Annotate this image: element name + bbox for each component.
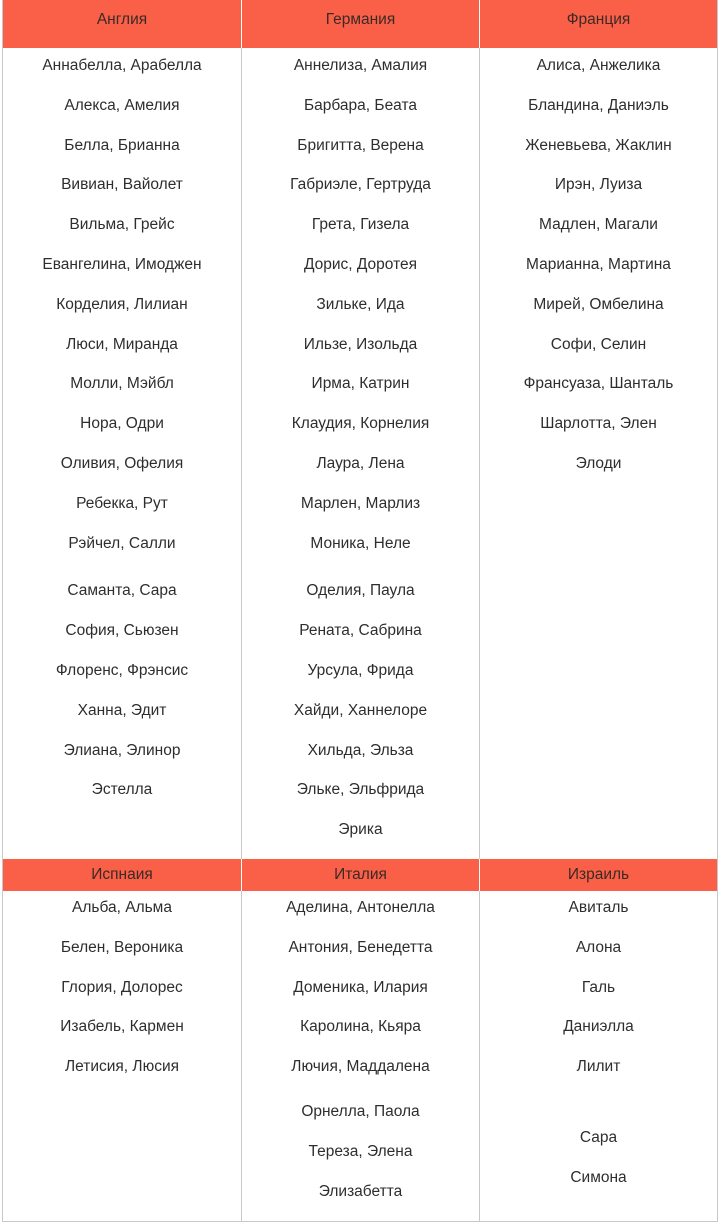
name-pair-item: Алона — [575, 938, 622, 956]
column-england — [3, 48, 241, 859]
name-pair-item: Марианна, Мартина — [526, 256, 671, 273]
name-pair-item: Урсула, Фрида — [307, 662, 414, 679]
column-spain — [3, 891, 241, 1221]
name-pair-item: Грета, Гизела — [311, 216, 410, 234]
name-pair-item: Франсуаза, Шанталь — [523, 375, 674, 393]
name-pair-item: Глория, Долорес — [61, 978, 183, 996]
name-pair-item: Хильда, Эльза — [307, 741, 414, 759]
name-pair-item: Оливия, Офелия — [60, 455, 184, 472]
name-pair-item: Ребекка, Рут — [76, 494, 168, 512]
column-italy — [241, 891, 479, 1221]
name-pair-item: Белла, Брианна — [64, 136, 180, 154]
name-pair-item: Дорис, Доротея — [303, 256, 418, 273]
name-pair-item: Женевьева, Жаклин — [525, 136, 672, 154]
name-pair-item: Рэйчел, Салли — [68, 534, 176, 552]
name-pair-item: Изабель, Кармен — [60, 1018, 184, 1036]
name-pair-item: Антония, Бенедетта — [288, 938, 433, 956]
header-spain: Испнаия — [91, 866, 153, 883]
name-pair-item: Эльке, Эльфрида — [296, 781, 425, 799]
body-row-1 — [3, 48, 717, 859]
name-pair-item: Эстелла — [91, 781, 153, 799]
name-pair-item: Мадлен, Магали — [539, 216, 658, 234]
header-germany: Германия — [241, 0, 479, 48]
column-france — [479, 48, 717, 859]
names-table — [2, 0, 718, 1222]
name-pair-item: Алиса, Анжелика — [536, 57, 661, 74]
name-pair-item: Молли, Мэйбл — [70, 375, 174, 393]
header-england: Англия — [96, 11, 148, 28]
body-row-2 — [3, 891, 717, 1221]
header-italy: Италия — [241, 859, 479, 891]
name-pair-item: Аннелиза, Амалия — [293, 57, 428, 74]
name-pair-item: Мирей, Омбелина — [533, 295, 664, 313]
column-germany — [241, 48, 479, 859]
name-pair-item: Летисия, Люсия — [64, 1058, 180, 1076]
name-pair-item: Бландина, Даниэль — [528, 96, 669, 114]
name-pair-item: Флоренс, Фрэнсис — [55, 662, 189, 679]
header-israel: Израиль — [479, 859, 717, 891]
name-pair-item: Эрика — [338, 821, 383, 839]
name-pair-item: Аделина, Антонелла — [286, 899, 435, 916]
name-pair-item: Элиана, Элинор — [63, 741, 181, 759]
name-pair-item: Корделия, Лилиан — [56, 295, 188, 313]
name-pair-item: Габриэле, Гертруда — [290, 176, 431, 194]
name-pair-item: Лаура, Лена — [316, 455, 405, 472]
header-row-2 — [3, 859, 717, 891]
name-pair-item: Ханна, Эдит — [77, 701, 167, 719]
name-pair-item: Ильзе, Изольда — [303, 335, 418, 353]
name-pair-item: Элизабетта — [318, 1182, 403, 1200]
name-pair-item: Саманта, Сара — [67, 582, 177, 600]
name-pair-item: Тереза, Элена — [308, 1142, 413, 1160]
name-pair-item: Ирэн, Луиза — [554, 176, 643, 194]
name-pair-item: Люси, Миранда — [66, 335, 178, 353]
name-pair-item: Хайди, Ханнелоре — [293, 701, 428, 719]
column-israel — [479, 891, 717, 1221]
name-pair-item: Алекса, Амелия — [64, 96, 180, 114]
name-pair-item: Клаудия, Корнелия — [291, 415, 430, 433]
name-pair-item: Шарлотта, Элен — [540, 415, 657, 433]
name-pair-item: Элоди — [575, 455, 622, 472]
header-row-1 — [3, 0, 717, 48]
name-pair-item: Ирма, Катрин — [311, 375, 410, 393]
name-pair-item: София, Сьюзен — [65, 622, 179, 640]
name-pair-item: Лючия, Маддалена — [291, 1058, 430, 1076]
header-france: Франция — [479, 0, 717, 48]
name-pair-item: Лилит — [576, 1058, 621, 1076]
name-pair-item: Марлен, Марлиз — [300, 494, 421, 512]
name-pair-item: Софи, Селин — [550, 335, 647, 353]
name-pair-item: Вивиан, Вайолет — [61, 176, 183, 194]
name-pair-item: Зильке, Ида — [316, 295, 405, 313]
name-pair-item: Доменика, Илария — [293, 978, 428, 996]
name-pair-item: Евангелина, Имоджен — [42, 256, 202, 273]
name-pair-item: Каролина, Кьяра — [300, 1018, 421, 1036]
name-pair-item: Вильма, Грейс — [69, 216, 175, 234]
name-pair-item: Бригитта, Верена — [297, 136, 424, 154]
name-pair-item: Даниэлла — [563, 1018, 634, 1036]
name-pair-item: Галь — [581, 978, 616, 996]
name-pair-item: Белен, Вероника — [60, 938, 184, 956]
name-pair-item: Рената, Сабрина — [299, 622, 422, 640]
name-pair-item: Симона — [570, 1168, 627, 1186]
name-pair-item: Альба, Альма — [72, 899, 172, 916]
name-pair-item: Нора, Одри — [80, 415, 164, 433]
name-pair-item: Моника, Неле — [310, 534, 411, 552]
name-pair-item: Оделия, Паула — [306, 582, 415, 600]
name-pair-item: Сара — [579, 1129, 618, 1146]
name-pair-item: Барбара, Беата — [303, 96, 418, 114]
name-pair-item: Авиталь — [568, 899, 629, 916]
name-pair-item: Орнелла, Паола — [301, 1103, 420, 1120]
name-pair-item: Аннабелла, Арабелла — [42, 57, 202, 74]
